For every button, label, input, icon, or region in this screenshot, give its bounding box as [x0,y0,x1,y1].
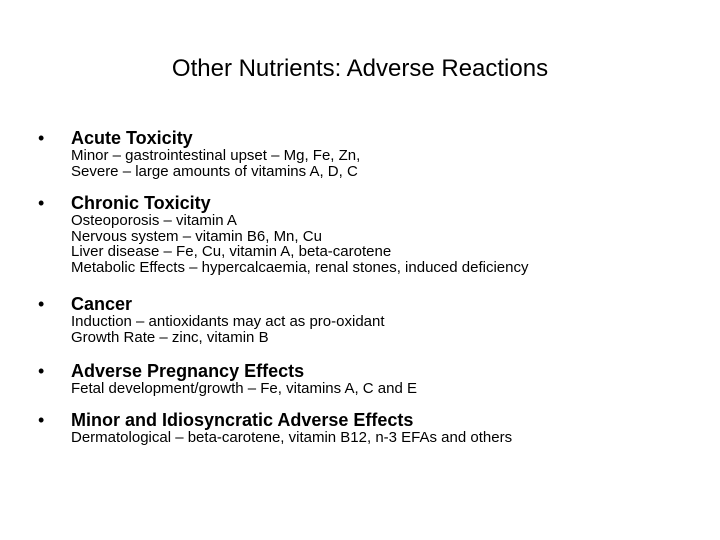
sub-line: Induction – antioxidants may act as pro-oxidant [71,313,385,330]
bullet-heading: Chronic Toxicity [71,193,211,213]
sub-line: Minor – gastrointestinal upset – Mg, Fe, Zn, [71,147,361,164]
bullet-heading: Adverse Pregnancy Effects [71,361,305,381]
bullet-dot: • [38,410,45,430]
bullet-heading: Cancer [71,294,133,314]
sub-line: Liver disease – Fe, Cu, vitamin A, beta-carotene [71,243,392,260]
bullet-dot: • [38,128,45,148]
bullet-heading: Minor and Idiosyncratic Adverse Effects [71,410,414,430]
sub-lines [71,148,360,179]
sub-line: Dermatological – beta-carotene, vitamin B12, n-3 EFAs and others [71,429,513,446]
sub-lines [71,314,385,345]
sub-lines [71,381,417,397]
bullet-dot: • [38,193,45,213]
sub-lines [71,430,512,446]
sub-lines [71,213,528,275]
sub-line: Osteoporosis – vitamin A [71,212,237,229]
bullet-dot: • [38,294,45,314]
sub-line: Nervous system – vitamin B6, Mn, Cu [71,227,322,245]
sub-line: Fetal development/growth – Fe, vitamins A, C and E [71,380,418,397]
slide-title: Other Nutrients: Adverse Reactions [171,55,549,82]
sub-line: Metabolic Effects – hypercalcaemia, renal stones, induced deficiency [71,258,529,276]
bullet-dot: • [38,361,45,381]
sub-line: Growth Rate – zinc, vitamin B [71,328,269,346]
sub-line: Severe – large amounts of vitamins A, D, C [71,162,358,180]
bullet-heading: Acute Toxicity [71,128,193,148]
